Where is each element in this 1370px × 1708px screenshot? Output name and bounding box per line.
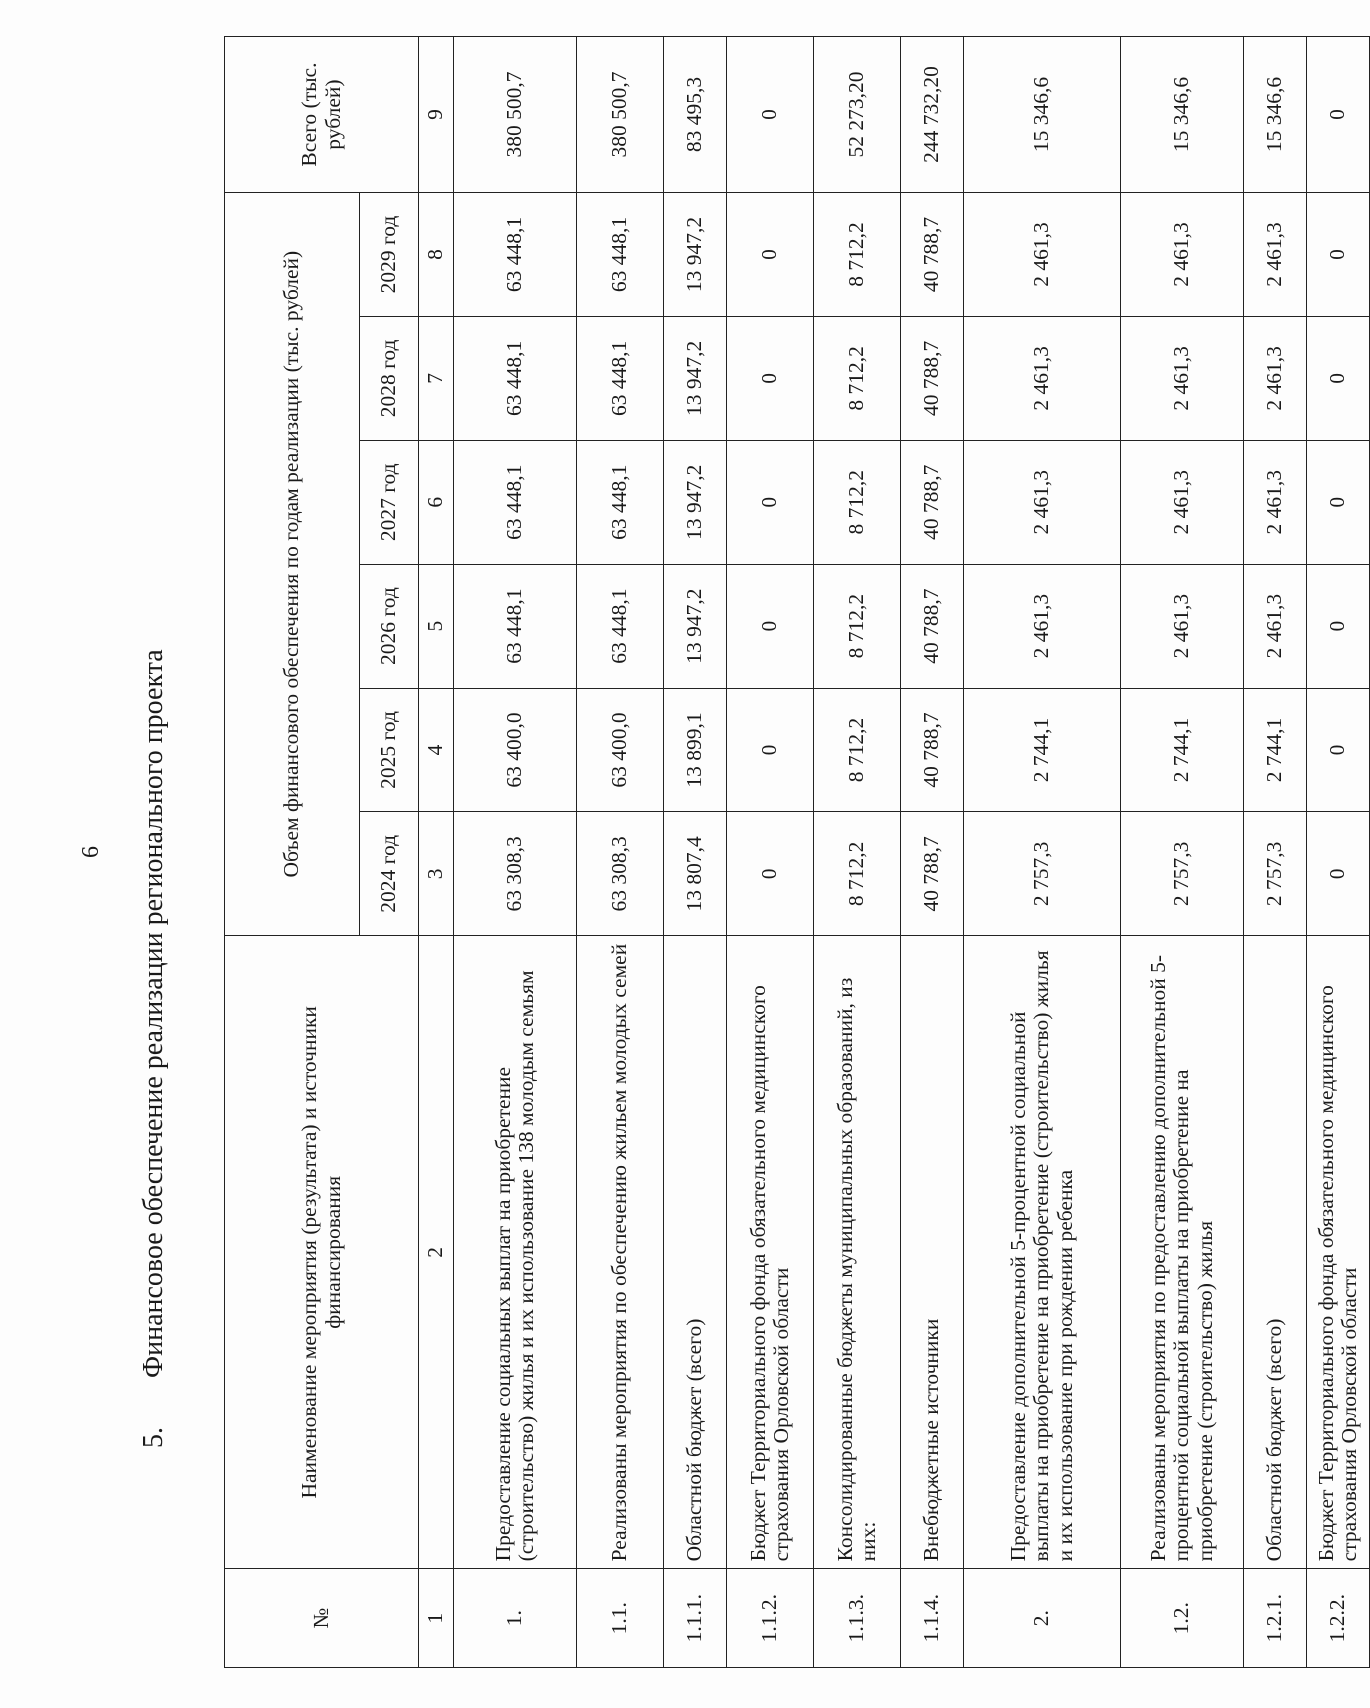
column-number: 9 bbox=[419, 37, 454, 193]
row-year-value: 13 807,4 bbox=[664, 812, 727, 936]
row-year-value: 0 bbox=[1307, 193, 1370, 317]
section-title bbox=[138, 649, 170, 1448]
row-year-value: 0 bbox=[1307, 688, 1370, 812]
header-name: Наименование мероприятия (результата) и источники финансирования bbox=[225, 936, 419, 1569]
row-name: Реализованы мероприятия по предоставлению дополнительной 5-процентной социальной выплаты на приобретение на приобретение (строительство) жилья bbox=[1121, 936, 1244, 1569]
row-year-value: 2 461,3 bbox=[964, 440, 1121, 564]
row-year-value: 2 461,3 bbox=[964, 193, 1121, 317]
row-year-value: 13 947,2 bbox=[664, 440, 727, 564]
row-year-value: 0 bbox=[1307, 316, 1370, 440]
row-number: 1.1.1. bbox=[664, 1569, 727, 1668]
row-name: Бюджет Территориального фонда обязательного медицинского страхования Орловской области bbox=[727, 936, 814, 1569]
table-row bbox=[814, 37, 901, 1668]
row-year-value: 63 448,1 bbox=[454, 316, 577, 440]
row-year-value: 8 712,2 bbox=[814, 440, 901, 564]
row-year-value: 2 744,1 bbox=[964, 688, 1121, 812]
row-year-value: 8 712,2 bbox=[814, 564, 901, 688]
row-total-value: 15 346,6 bbox=[1121, 37, 1244, 193]
row-year-value: 63 308,3 bbox=[454, 812, 577, 936]
row-year-value: 2 461,3 bbox=[1121, 316, 1244, 440]
row-year-value: 2 461,3 bbox=[964, 316, 1121, 440]
row-year-value: 2 461,3 bbox=[1121, 193, 1244, 317]
row-number: 1.2.1. bbox=[1244, 1569, 1307, 1668]
table-row bbox=[454, 37, 577, 1668]
row-year-value: 63 448,1 bbox=[454, 440, 577, 564]
header-year: 2027 год bbox=[360, 440, 419, 564]
header-year: 2029 год bbox=[360, 193, 419, 317]
table-row bbox=[727, 37, 814, 1668]
header-num: № bbox=[225, 1569, 419, 1668]
row-year-value: 63 400,0 bbox=[577, 688, 664, 812]
row-number: 1.1.2. bbox=[727, 1569, 814, 1668]
row-year-value: 40 788,7 bbox=[901, 440, 964, 564]
row-number: 1.2.2. bbox=[1307, 1569, 1370, 1668]
row-total-value: 83 495,3 bbox=[664, 37, 727, 193]
row-year-value: 8 712,2 bbox=[814, 316, 901, 440]
header-total: Всего (тыс. рублей) bbox=[225, 37, 419, 193]
row-year-value: 0 bbox=[1307, 812, 1370, 936]
column-number: 3 bbox=[419, 812, 454, 936]
row-year-value: 63 448,1 bbox=[577, 316, 664, 440]
column-number: 7 bbox=[419, 316, 454, 440]
row-number: 1.1.3. bbox=[814, 1569, 901, 1668]
row-year-value: 2 461,3 bbox=[964, 564, 1121, 688]
row-year-value: 0 bbox=[727, 812, 814, 936]
row-year-value: 0 bbox=[727, 688, 814, 812]
row-year-value: 40 788,7 bbox=[901, 564, 964, 688]
row-name: Предоставление дополнительной 5-процентной социальной выплаты на приобретение на приобретение (строительство) жилья и их использование при рождении ребенка bbox=[964, 936, 1121, 1569]
column-number: 1 bbox=[419, 1569, 454, 1668]
row-total-value: 15 346,6 bbox=[1244, 37, 1307, 193]
row-total-value: 380 500,7 bbox=[454, 37, 577, 193]
row-year-value: 2 461,3 bbox=[1121, 564, 1244, 688]
row-year-value: 2 757,3 bbox=[964, 812, 1121, 936]
header-year: 2026 год bbox=[360, 564, 419, 688]
row-year-value: 63 448,1 bbox=[454, 564, 577, 688]
column-number-row bbox=[419, 37, 454, 1668]
table-row bbox=[1244, 37, 1307, 1668]
row-year-value: 0 bbox=[727, 564, 814, 688]
row-year-value: 40 788,7 bbox=[901, 812, 964, 936]
row-year-value: 0 bbox=[727, 193, 814, 317]
column-number: 4 bbox=[419, 688, 454, 812]
row-number: 1.1.4. bbox=[901, 1569, 964, 1668]
table-row bbox=[1121, 37, 1244, 1668]
page-number: 6 bbox=[78, 846, 104, 858]
row-year-value: 8 712,2 bbox=[814, 812, 901, 936]
column-number: 2 bbox=[419, 936, 454, 1569]
row-year-value: 13 899,1 bbox=[664, 688, 727, 812]
row-name: Реализованы мероприятия по обеспечению жильем молодых семей bbox=[577, 936, 664, 1569]
row-number: 1.2. bbox=[1121, 1569, 1244, 1668]
row-year-value: 0 bbox=[1307, 564, 1370, 688]
row-year-value: 2 757,3 bbox=[1121, 812, 1244, 936]
row-name: Консолидированные бюджеты муниципальных образований, из них: bbox=[814, 936, 901, 1569]
row-total-value: 0 bbox=[727, 37, 814, 193]
row-year-value: 2 744,1 bbox=[1244, 688, 1307, 812]
row-year-value: 0 bbox=[727, 316, 814, 440]
row-year-value: 0 bbox=[1307, 440, 1370, 564]
row-year-value: 63 308,3 bbox=[577, 812, 664, 936]
section-number: 5. bbox=[138, 1427, 169, 1448]
row-year-value: 40 788,7 bbox=[901, 316, 964, 440]
row-year-value: 2 461,3 bbox=[1244, 440, 1307, 564]
row-number: 1. bbox=[454, 1569, 577, 1668]
row-year-value: 8 712,2 bbox=[814, 688, 901, 812]
financing-table bbox=[224, 36, 1370, 1668]
table-row bbox=[577, 37, 664, 1668]
row-total-value: 52 273,20 bbox=[814, 37, 901, 193]
row-total-value: 0 bbox=[1307, 37, 1370, 193]
table-row bbox=[1307, 37, 1370, 1668]
row-total-value: 244 732,20 bbox=[901, 37, 964, 193]
row-year-value: 13 947,2 bbox=[664, 193, 727, 317]
header-year: 2025 год bbox=[360, 688, 419, 812]
row-year-value: 2 461,3 bbox=[1244, 193, 1307, 317]
row-number: 2. bbox=[964, 1569, 1121, 1668]
row-year-value: 2 461,3 bbox=[1121, 440, 1244, 564]
row-year-value: 63 448,1 bbox=[454, 193, 577, 317]
row-name: Областной бюджет (всего) bbox=[664, 936, 727, 1569]
row-total-value: 380 500,7 bbox=[577, 37, 664, 193]
row-year-value: 0 bbox=[727, 440, 814, 564]
table-row bbox=[901, 37, 964, 1668]
row-name: Областной бюджет (всего) bbox=[1244, 936, 1307, 1569]
row-year-value: 13 947,2 bbox=[664, 316, 727, 440]
row-year-value: 63 448,1 bbox=[577, 564, 664, 688]
row-year-value: 2 744,1 bbox=[1121, 688, 1244, 812]
row-year-value: 13 947,2 bbox=[664, 564, 727, 688]
header-year: 2028 год bbox=[360, 316, 419, 440]
row-year-value: 63 400,0 bbox=[454, 688, 577, 812]
row-year-value: 40 788,7 bbox=[901, 193, 964, 317]
row-name: Предоставление социальных выплат на приобретение (строительство) жилья и их использование 138 молодым семьям bbox=[454, 936, 577, 1569]
row-name: Бюджет Территориального фонда обязательного медицинского страхования Орловской области bbox=[1307, 936, 1370, 1569]
column-number: 6 bbox=[419, 440, 454, 564]
table-row bbox=[964, 37, 1121, 1668]
row-year-value: 63 448,1 bbox=[577, 440, 664, 564]
row-year-value: 2 461,3 bbox=[1244, 564, 1307, 688]
column-number: 8 bbox=[419, 193, 454, 317]
header-year: 2024 год bbox=[360, 812, 419, 936]
row-year-value: 2 461,3 bbox=[1244, 316, 1307, 440]
table-row bbox=[664, 37, 727, 1668]
row-year-value: 8 712,2 bbox=[814, 193, 901, 317]
row-number: 1.1. bbox=[577, 1569, 664, 1668]
row-year-value: 2 757,3 bbox=[1244, 812, 1307, 936]
row-name: Внебюджетные источники bbox=[901, 936, 964, 1569]
header-volume: Объем финансового обеспечения по годам реализации (тыс. рублей) bbox=[225, 193, 360, 936]
row-year-value: 40 788,7 bbox=[901, 688, 964, 812]
row-year-value: 63 448,1 bbox=[577, 193, 664, 317]
row-total-value: 15 346,6 bbox=[964, 37, 1121, 193]
section-title-text: Финансовое обеспечение реализации регионального проекта bbox=[138, 649, 169, 1378]
column-number: 5 bbox=[419, 564, 454, 688]
